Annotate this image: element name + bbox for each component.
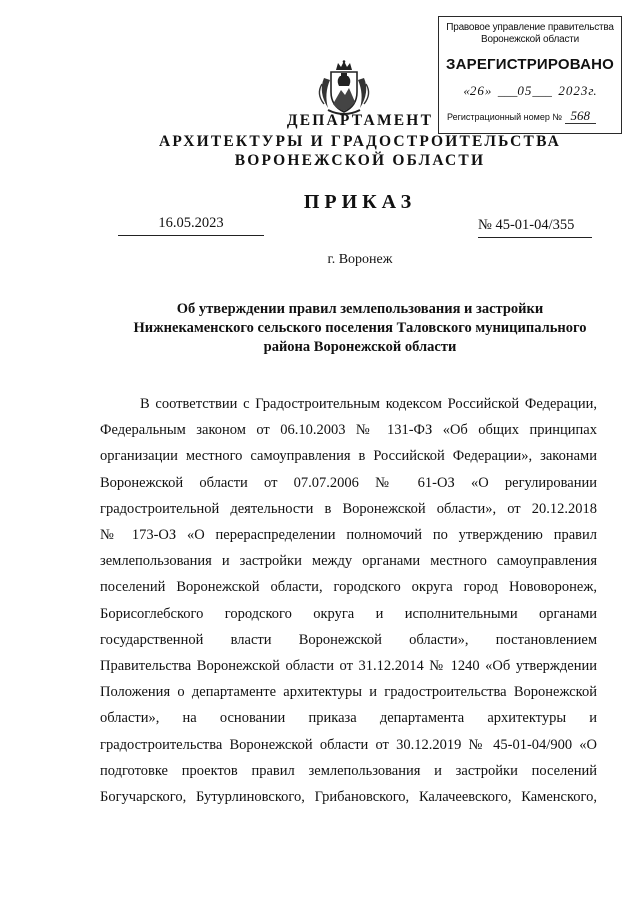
stamp-reg-number: 568	[565, 108, 597, 124]
body-line: Федеральным законом от 06.10.2003 № 131-ФЗ «Об общих принципах	[100, 422, 597, 439]
body-paragraph	[100, 391, 597, 810]
stamp-org-line2: Воронежской области	[480, 34, 580, 45]
body-line: Воронежской области от 07.07.2006 № 61-ОЗ «О регулировании	[100, 474, 597, 491]
document-number	[478, 217, 592, 238]
dept-line2: АРХИТЕКТУРЫ И ГРАДОСТРОИТЕЛЬСТВА	[158, 133, 562, 150]
body-line: Богучарского, Бутурлиновского, Грибановского, Калачеевского, Каменского,	[100, 789, 597, 806]
title-line2: Нижнекаменского сельского поселения Таловского муниципального	[133, 320, 587, 336]
title-line3: района Воронежской области	[263, 339, 457, 355]
body-line: подготовке проектов правил землепользования и застройки поселений	[100, 762, 597, 779]
body-line: области», на основании приказа департамента архитектуры и	[100, 710, 597, 727]
number-label: №	[478, 217, 492, 233]
title-line1: Об утверждении правил землепользования и застройки	[176, 301, 544, 317]
body-line: Борисоглебского городского округа и исполнительными органами	[100, 605, 597, 622]
stamp-org-line1: Правовое управление правительства	[446, 22, 614, 33]
document-date: 16.05.2023	[118, 215, 264, 236]
stamp-date: «26» ___05___ 2023г.	[463, 83, 597, 98]
coat-of-arms-icon	[314, 60, 374, 116]
dept-line3: ВОРОНЕЖСКОЙ ОБЛАСТИ	[234, 152, 486, 169]
body-line: землепользования и застройки между органами местного самоуправления	[100, 553, 597, 570]
body-line: поселений Воронежской области, городского округа город Нововоронеж,	[100, 579, 597, 596]
body-line: государственной власти Воронежской области», постановлением	[100, 631, 597, 648]
body-line: № 173-ОЗ «О перераспределении полномочий по утверждению правил	[100, 527, 597, 544]
stamp-registered: ЗАРЕГИСТРИРОВАНО	[445, 56, 615, 73]
stamp-day: 26	[469, 83, 485, 98]
number-value: 45-01-04/355	[495, 217, 575, 233]
dept-line1: ДЕПАРТАМЕНТ	[286, 112, 434, 129]
stamp-reg-label: Регистрационный номер №	[447, 112, 563, 122]
body-line: градостроительной деятельности в Воронежской области», от 20.12.2018	[100, 500, 597, 517]
stamp-year: 2023	[558, 83, 589, 98]
body-line: градостроительства Воронежской области от 30.12.2019 № 45-01-04/900 «О	[100, 736, 597, 753]
body-line: Правительства Воронежской области от 31.12.2014 № 1240 «Об утверждении	[100, 658, 597, 675]
stamp-month: 05	[517, 83, 533, 98]
city: г. Воронеж	[327, 252, 393, 267]
body-line: организации местного самоуправления в Российской Федерации», законами	[100, 448, 597, 465]
body-line: В соответствии с Градостроительным кодексом Российской Федерации,	[140, 396, 597, 412]
document-title	[100, 300, 620, 357]
document-type: ПРИКАЗ	[303, 191, 417, 213]
body-line: Положения о департаменте архитектуры и градостроительства Воронежской	[100, 684, 597, 701]
stamp-year-suffix: г.	[588, 83, 597, 98]
